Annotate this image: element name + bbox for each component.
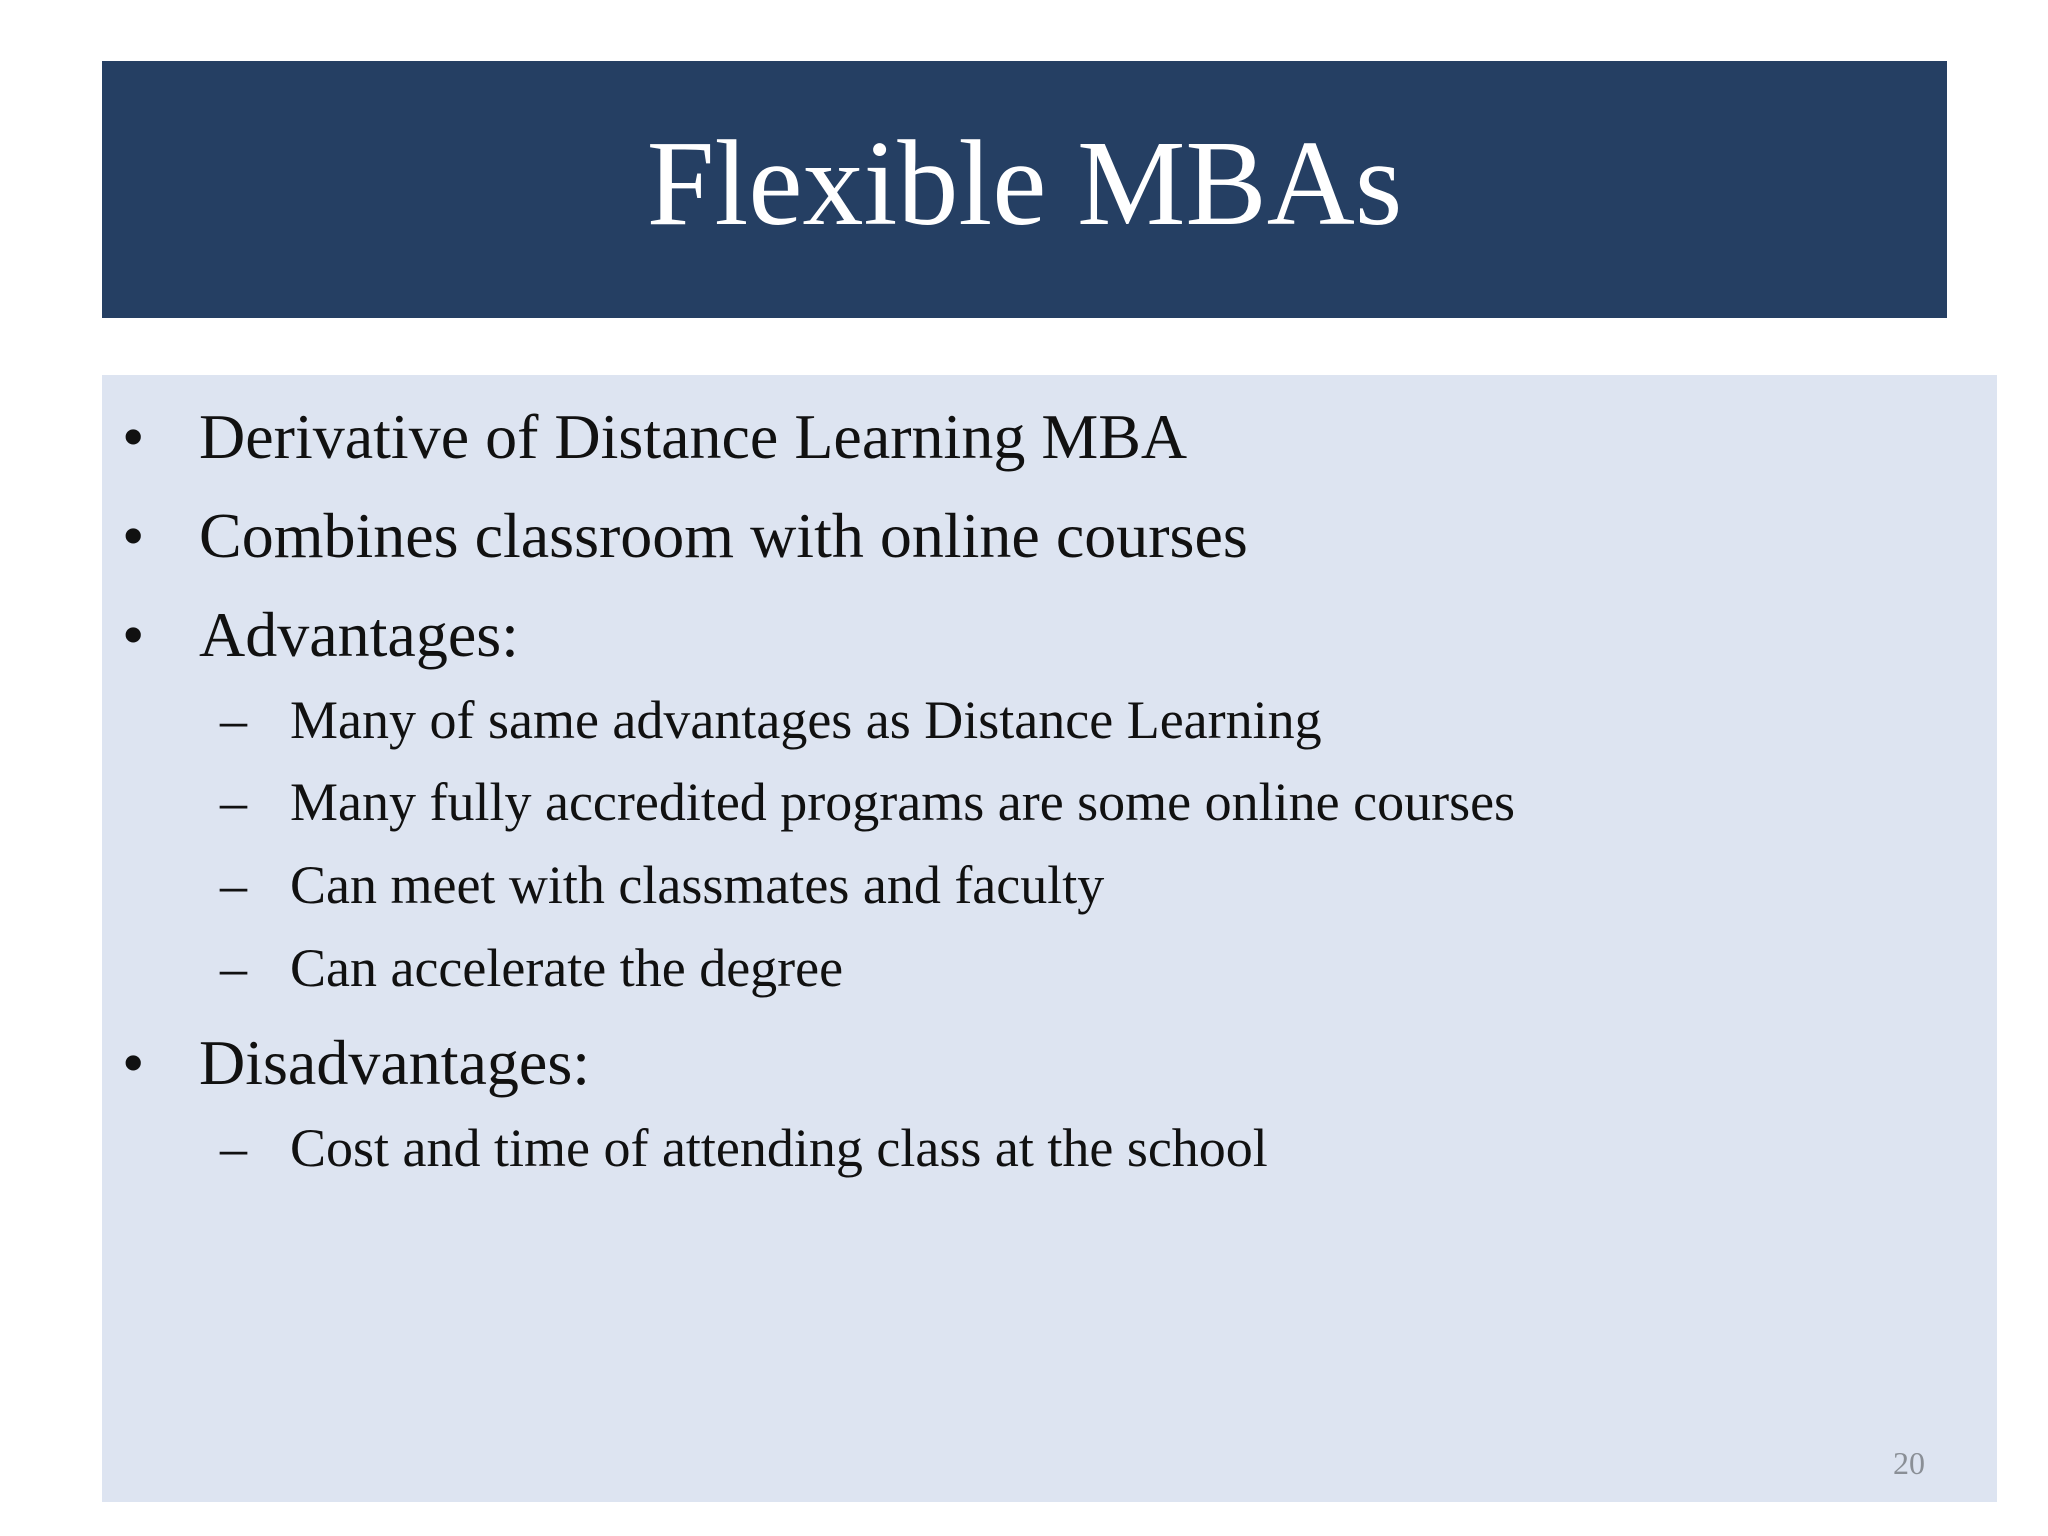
sub-bullet-text: Cost and time of attending class at the school xyxy=(290,1118,1268,1178)
sub-bullet-text: Can accelerate the degree xyxy=(290,938,844,998)
bullet-marker: • xyxy=(122,401,145,472)
sub-bullet-text: Can meet with classmates and faculty xyxy=(290,855,1105,915)
slide-title: Flexible MBAs xyxy=(646,115,1403,251)
bullet-marker: • xyxy=(122,599,145,670)
bullet-text: Combines classroom with online courses xyxy=(199,500,1248,571)
page-number: 20 xyxy=(1893,1445,1925,1481)
dash-marker: – xyxy=(220,772,247,832)
sub-bullet-item xyxy=(220,1118,1268,1178)
slide-title-bar xyxy=(102,61,1947,318)
bullet-text: Disadvantages: xyxy=(199,1027,590,1098)
sub-bullet-item xyxy=(220,772,1516,832)
bullet-text: Derivative of Distance Learning MBA xyxy=(199,401,1188,472)
dash-marker: – xyxy=(220,1118,247,1178)
bullet-item xyxy=(122,401,1188,472)
sub-bullet-item xyxy=(220,690,1322,750)
slide-content-panel xyxy=(102,375,1997,1502)
bullet-text: Advantages: xyxy=(199,599,519,670)
dash-marker: – xyxy=(220,855,247,915)
sub-bullet-item xyxy=(220,855,1105,915)
bullet-item xyxy=(122,500,1248,571)
bullet-item xyxy=(122,1027,590,1098)
bullet-marker: • xyxy=(122,1027,145,1098)
dash-marker: – xyxy=(220,690,247,750)
sub-bullet-text: Many of same advantages as Distance Learning xyxy=(290,690,1322,750)
sub-bullet-text: Many fully accredited programs are some online courses xyxy=(290,772,1516,832)
bullet-item xyxy=(122,599,519,670)
sub-bullet-item xyxy=(220,938,844,998)
bullet-marker: • xyxy=(122,500,145,571)
dash-marker: – xyxy=(220,938,247,998)
